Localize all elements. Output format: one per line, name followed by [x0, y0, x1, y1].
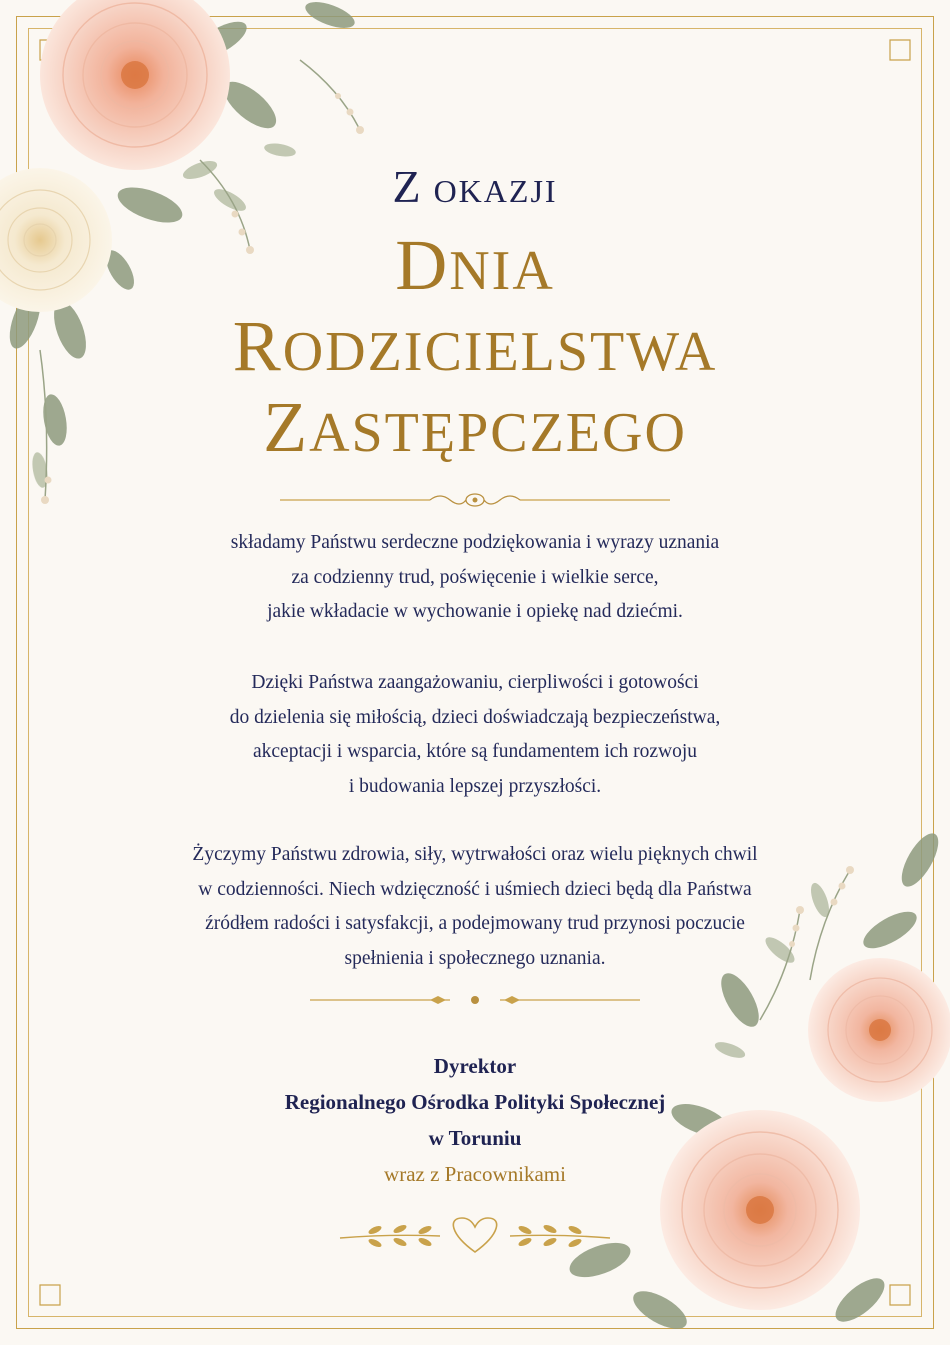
paragraph-line: źródłem radości i satysfakcji, a podejmowany trud przynosi poczucie	[205, 913, 745, 934]
paragraph-line: akceptacji i wsparcia, które są fundamentem ich rozwoju	[253, 741, 697, 762]
heading-line-dnia: DNIA	[395, 225, 555, 305]
paragraph-line: za codzienny trud, poświęcenie i wielkie serce,	[291, 566, 659, 588]
heading-occasion-initial: Z	[392, 161, 422, 212]
paragraph-line: Dzięki Państwa zaangażowaniu, cierpliwości i gotowości	[251, 672, 699, 693]
signature-institution: Regionalnego Ośrodka Polityki Społecznej	[284, 1090, 666, 1114]
paragraph-wishes	[0, 838, 950, 976]
paragraph-line: jakie wkładacie w wychowanie i opiekę nad dziećmi.	[267, 601, 683, 622]
paragraph-thanks	[0, 526, 950, 630]
paragraph-line: składamy Państwu serdeczne podziękowania i wyrazy uznania	[230, 532, 720, 553]
signature-city: w Toruniu	[428, 1126, 522, 1150]
heart-laurel-ornament-icon	[330, 1210, 620, 1260]
heading-occasion	[0, 160, 950, 213]
paragraph-line: spełnienia i społecznego uznania.	[344, 947, 606, 969]
heading-line-zastepczego: ZASTĘPCZEGO	[263, 387, 687, 467]
paragraph-commitment	[0, 666, 950, 804]
paragraph-line: i budowania lepszej przyszłości.	[348, 775, 602, 797]
paragraph-line: do dzielenia się miłością, dzieci doświadczają bezpieczeństwa,	[229, 706, 721, 728]
paragraph-line: Życzymy Państwu zdrowia, siły, wytrwałości oraz wielu pięknych chwil	[192, 844, 758, 865]
heading-occasion-rest: OKAZJI	[433, 173, 558, 209]
paragraph-line: w codzienności. Niech wdzięczność i uśmiech dzieci będą dla Państwa	[198, 878, 752, 900]
heading-line-rodzicielstwa: RODZICIELSTWA	[232, 306, 718, 386]
signature-title: Dyrektor	[433, 1054, 517, 1078]
divider-dot-ornament-icon	[310, 990, 640, 1010]
divider-ornament-icon	[280, 488, 670, 512]
signature-team: wraz z Pracownikami	[384, 1162, 566, 1186]
